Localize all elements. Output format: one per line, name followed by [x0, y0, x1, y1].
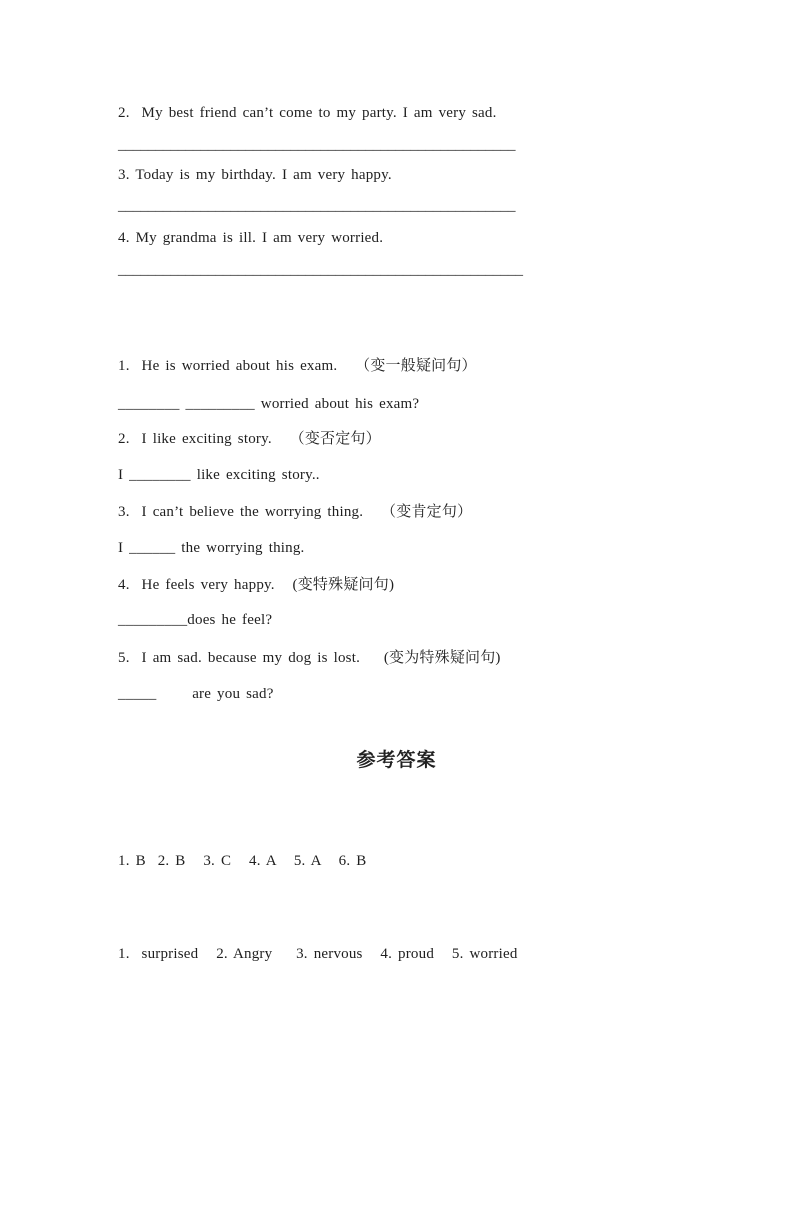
rewrite-item-4-blank-line: ______________________________________________________ [118, 262, 523, 278]
answer-key-fill-answers: 1. surprised 2. Angry 3. nervous 4. proud 5. worried [118, 946, 518, 962]
rewrite-item-2-blank-line: _____________________________________________________ [118, 137, 516, 153]
transform-item-3-question: 3. I can’t believe the worrying thing. （变肯定句） [118, 504, 473, 520]
transform-item-1-question: 1. He is worried about his exam. （变一般疑问句） [118, 358, 477, 374]
transform-item-1-answer-line: ________ _________ worried about his exam? [118, 396, 420, 412]
transform-item-3-answer-line: I ______ the worrying thing. [118, 540, 305, 556]
worksheet-page [0, 105, 793, 1227]
rewrite-item-4-sentence: 4. My grandma is ill. I am very worried. [118, 230, 384, 246]
transform-item-5-answer-line: _____ are you sad? [118, 686, 274, 702]
transform-item-4-answer-line: _________does he feel? [118, 612, 273, 628]
answer-key-heading: 参考答案 [356, 750, 437, 771]
answer-key-choice-answers: 1. B 2. B 3. C 4. A 5. A 6. B [118, 853, 367, 869]
rewrite-item-2-sentence: 2. My best friend can’t come to my party. I am very sad. [118, 105, 497, 121]
transform-item-2-answer-line: I ________ like exciting story.. [118, 467, 320, 483]
transform-item-2-question: 2. I like exciting story. （变否定句） [118, 431, 381, 447]
rewrite-item-3-sentence: 3. Today is my birthday. I am very happy. [118, 167, 392, 183]
rewrite-item-3-blank-line: _____________________________________________________ [118, 198, 516, 214]
transform-item-5-question: 5. I am sad. because my dog is lost. (变为特殊疑问句) [118, 650, 501, 666]
transform-item-4-question: 4. He feels very happy. (变特殊疑问句) [118, 577, 395, 593]
